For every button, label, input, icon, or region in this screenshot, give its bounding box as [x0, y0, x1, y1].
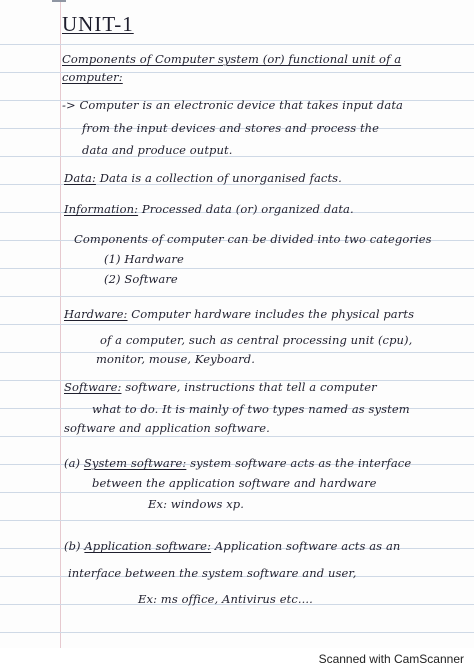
application-software-line: interface between the system software and user, [68, 566, 357, 580]
hardware-line: monitor, mouse, Keyboard. [96, 352, 255, 366]
scanner-footer [0, 648, 474, 670]
data-definition-text: Data is a collection of unorganised facts. [99, 171, 342, 185]
intro-line: -> Computer is an electronic device that takes input data [62, 98, 403, 112]
ruled-line [0, 44, 474, 45]
components-line: Components of computer can be divided into two categories [74, 232, 432, 246]
scanner-watermark: Scanned with CamScanner [318, 652, 464, 666]
ruled-line [0, 436, 474, 437]
software-definition [64, 380, 377, 394]
software-line: what to do. It is mainly of two types named as system [92, 402, 410, 416]
page-corner-mark [52, 0, 66, 2]
system-software-example: Ex: windows xp. [148, 497, 245, 511]
data-term: Data: [64, 171, 96, 185]
hardware-line: Computer hardware includes the physical parts [131, 307, 415, 321]
ruled-line [0, 324, 474, 325]
system-software-definition [64, 456, 411, 470]
data-definition [64, 171, 342, 185]
system-software-line: between the application software and hardware [92, 476, 377, 490]
information-definition [64, 202, 354, 216]
system-software-term: System software: [83, 456, 187, 470]
section-heading-continued: computer: [62, 70, 123, 84]
ruled-line [0, 268, 474, 269]
category-software: (2) Software [104, 272, 178, 286]
ruled-line [0, 492, 474, 493]
hardware-line: of a computer, such as central processing unit (cpu), [100, 333, 413, 347]
unit-title: UNIT-1 [62, 12, 134, 36]
information-definition-text: Processed data (or) organized data. [141, 202, 354, 216]
application-software-term: Application software: [84, 539, 212, 553]
intro-line: from the input devices and stores and process the [82, 121, 380, 135]
category-hardware: (1) Hardware [104, 252, 184, 266]
application-software-example: Ex: ms office, Antivirus etc.... [138, 592, 313, 606]
intro-line: data and produce output. [82, 143, 233, 157]
ruled-line [0, 296, 474, 297]
hardware-definition [64, 307, 414, 321]
application-software-definition [64, 539, 400, 553]
ruled-line [0, 156, 474, 157]
ruled-line [0, 632, 474, 633]
margin-line [60, 0, 61, 650]
application-software-line: Application software acts as an [214, 539, 401, 553]
software-term: Software: [64, 380, 122, 394]
ruled-line [0, 520, 474, 521]
hardware-term: Hardware: [64, 307, 128, 321]
system-software-line: system software acts as the interface [190, 456, 412, 470]
system-software-label: (a) [64, 456, 81, 470]
section-heading: Components of Computer system (or) functional unit of a [62, 52, 402, 66]
software-line: software and application software. [64, 421, 270, 435]
information-term: Information: [64, 202, 139, 216]
software-line: software, instructions that tell a computer [125, 380, 377, 394]
application-software-label: (b) [64, 539, 81, 553]
